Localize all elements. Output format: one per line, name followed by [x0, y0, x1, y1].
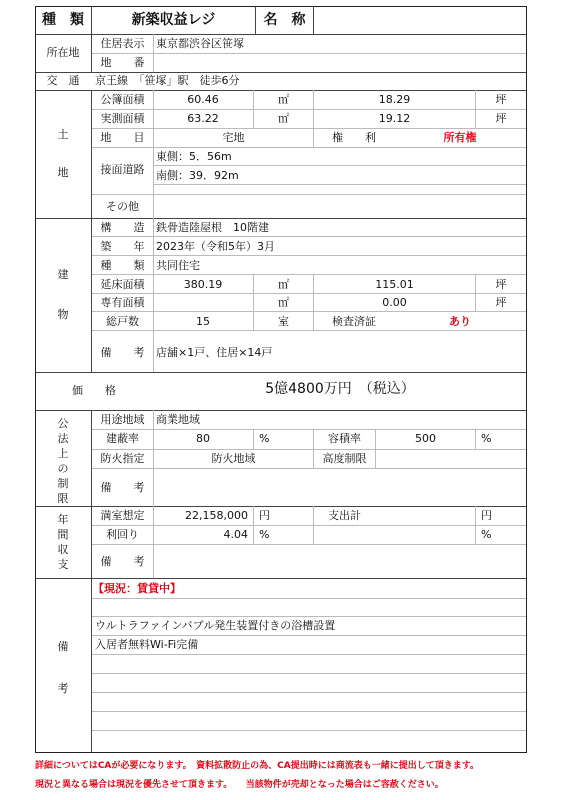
expense-percent: % — [481, 528, 492, 541]
yield-value: 4.04 — [223, 528, 248, 541]
built-value: 2023年（令和5年）3月 — [156, 240, 275, 253]
notes-line: ウルトラファインバブル発生装置付きの浴槽設置 — [95, 619, 336, 632]
tsubo-unit: 坪 — [495, 93, 507, 106]
row-line — [153, 184, 527, 185]
row-line — [153, 165, 527, 166]
structure-label: 構 造 — [100, 221, 145, 234]
row-line — [91, 330, 527, 331]
income-label — [35, 512, 91, 572]
yield-label: 利回り — [106, 528, 139, 541]
building-type-value: 共同住宅 — [156, 259, 200, 272]
notes-status: 【現況：賃貸中】 — [93, 582, 181, 595]
sqm-unit: ㎡ — [278, 93, 289, 106]
expense-yen: 円 — [481, 509, 492, 522]
zoning-value: 商業地域 — [156, 413, 200, 426]
tsubo-unit: 坪 — [495, 296, 507, 309]
row-line — [35, 410, 527, 411]
legal-label — [35, 416, 91, 506]
far-value: 500 — [415, 432, 436, 445]
row-line — [91, 147, 527, 148]
building-remarks-value: 店舗×1戸、住居×14戸 — [156, 346, 273, 359]
building-type-label: 種 類 — [100, 259, 145, 272]
notes-line: 入居者無料Wi-Fi完備 — [95, 638, 199, 651]
row-line — [91, 616, 527, 617]
row-line — [91, 194, 527, 195]
lot-label: 地 番 — [100, 56, 145, 69]
income-label-char: 支 — [57, 558, 69, 571]
building-label-bottom: 物 — [57, 308, 69, 321]
full-rent-label: 満室想定 — [100, 509, 145, 522]
sqm-unit: ㎡ — [278, 296, 289, 309]
row-line — [35, 578, 527, 579]
registered-area-sqm: 60.46 — [187, 93, 219, 106]
notes-label-top: 備 — [57, 640, 69, 653]
legal-label-char: 上 — [57, 447, 69, 460]
row-line — [35, 34, 527, 35]
inspection-value: あり — [449, 315, 471, 328]
far-label: 容積率 — [328, 432, 361, 445]
floor-area-label: 延床面積 — [100, 278, 145, 291]
col-line — [153, 90, 154, 218]
col-line — [253, 429, 254, 449]
sqm-unit: ㎡ — [278, 112, 289, 125]
private-area-label: 専有面積 — [100, 296, 145, 309]
row-line — [91, 598, 527, 599]
property-sheet — [35, 6, 527, 774]
type-label: 種 類 — [42, 12, 84, 28]
full-rent-yen: 円 — [259, 509, 270, 522]
coverage-value: 80 — [196, 432, 210, 445]
income-label-char: 収 — [57, 543, 69, 556]
units-unit: 室 — [278, 315, 289, 328]
floor-area-tsubo: 115.01 — [375, 278, 414, 291]
inspection-label: 検査済証 — [332, 315, 376, 328]
tsubo-unit: 坪 — [495, 278, 507, 291]
row-line — [91, 236, 527, 237]
sheet-bottom-border — [35, 752, 527, 753]
private-area-tsubo: 0.00 — [382, 296, 407, 309]
built-label: 築 年 — [100, 240, 145, 253]
type-value: 新築収益レジ — [131, 12, 216, 28]
coverage-label: 建蔽率 — [106, 432, 139, 445]
road-east: 東側：5．56m — [156, 150, 232, 163]
row-line — [91, 525, 527, 526]
transport-value: 京王線 「笹塚」駅 徒歩6分 — [95, 74, 240, 87]
land-category-value: 宅地 — [222, 131, 245, 144]
zoning-label: 用途地域 — [100, 413, 145, 426]
transport-label: 交 通 — [46, 74, 80, 87]
income-remarks-label: 備 考 — [100, 555, 145, 568]
row-line — [91, 109, 527, 110]
name-label: 名 称 — [263, 12, 306, 28]
row-line — [91, 673, 527, 674]
address-label: 住居表示 — [100, 37, 145, 50]
far-percent: % — [481, 432, 492, 445]
legal-label-char: 法 — [57, 432, 69, 445]
income-label-char: 間 — [57, 528, 69, 541]
footer-note: 詳細についてはCAが必要になります。 資料拡散防止の為、CA提出時には商流表も一緒に提出して頂きます。 — [35, 761, 480, 771]
sheet-right-border — [526, 6, 527, 753]
yield-percent: % — [259, 528, 270, 541]
col-line — [313, 6, 314, 34]
legal-label-char: 公 — [57, 417, 69, 430]
legal-label-char: の — [57, 462, 69, 475]
structure-value: 鉄骨造陸屋根 10階建 — [156, 221, 269, 234]
fire-label: 防火指定 — [100, 452, 145, 465]
address-value: 東京都渋谷区笹塚 — [156, 37, 244, 50]
row-line — [91, 635, 527, 636]
land-other-label: その他 — [106, 200, 139, 213]
notes-label-bottom: 考 — [57, 682, 69, 695]
location-label: 所在地 — [46, 46, 80, 59]
registered-area-label: 公簿面積 — [100, 93, 145, 106]
registered-area-tsubo: 18.29 — [378, 93, 411, 106]
row-line — [91, 730, 527, 731]
row-line — [91, 468, 527, 469]
row-line — [91, 274, 527, 275]
road-south: 南側：39．92m — [156, 169, 239, 182]
col-line — [153, 34, 154, 72]
land-category-label: 地 目 — [100, 131, 145, 144]
row-line — [91, 544, 527, 545]
road-label: 接面道路 — [100, 163, 145, 176]
height-label: 高度制限 — [322, 452, 367, 465]
price-value: 5億4800万円 （税込） — [265, 381, 415, 397]
floor-area-sqm: 380.19 — [183, 278, 223, 291]
price-label: 価 格 — [72, 384, 116, 397]
row-line — [91, 128, 527, 129]
row-line — [91, 449, 527, 450]
col-line — [475, 506, 476, 544]
legal-label-char: 限 — [57, 492, 69, 505]
row-line — [91, 654, 527, 655]
expense-label: 支出計 — [328, 509, 361, 522]
building-label-top: 建 — [57, 268, 69, 281]
tsubo-unit: 坪 — [495, 112, 507, 125]
measured-area-sqm: 63.22 — [187, 112, 219, 125]
legal-remarks-label: 備 考 — [100, 481, 145, 494]
row-line — [35, 506, 527, 507]
building-remarks-label: 備 考 — [100, 346, 145, 359]
fire-value: 防火地域 — [211, 452, 256, 465]
row-line — [35, 90, 527, 91]
sheet-top-border — [35, 6, 527, 7]
land-label-top: 土 — [57, 128, 69, 141]
land-label-bottom: 地 — [57, 166, 69, 179]
income-label-char: 年 — [57, 513, 69, 526]
sqm-unit: ㎡ — [278, 278, 289, 291]
units-label: 総戸数 — [106, 315, 139, 328]
row-line — [35, 72, 527, 73]
measured-area-label: 実測面積 — [100, 112, 145, 125]
full-rent-value: 22,158,000 — [185, 509, 248, 522]
row-line — [91, 692, 527, 693]
row-line — [91, 711, 527, 712]
legal-label-char: 制 — [57, 477, 69, 490]
col-line — [153, 218, 154, 372]
rights-value: 所有権 — [443, 131, 477, 144]
coverage-percent: % — [259, 432, 270, 445]
units-value: 15 — [196, 315, 210, 328]
col-line — [475, 429, 476, 449]
row-line — [91, 293, 527, 294]
row-line — [91, 255, 527, 256]
footer-note: 現況と異なる場合は現況を優先させて頂きます。 当該物件が売却となった場合はご容赦ください。 — [35, 780, 444, 790]
rights-label: 権 利 — [332, 131, 376, 144]
row-line — [35, 218, 527, 219]
measured-area-tsubo: 19.12 — [378, 112, 411, 125]
row-line — [35, 372, 527, 373]
row-line — [91, 429, 527, 430]
row-line — [91, 311, 527, 312]
row-line — [91, 53, 527, 54]
col-line — [253, 506, 254, 544]
